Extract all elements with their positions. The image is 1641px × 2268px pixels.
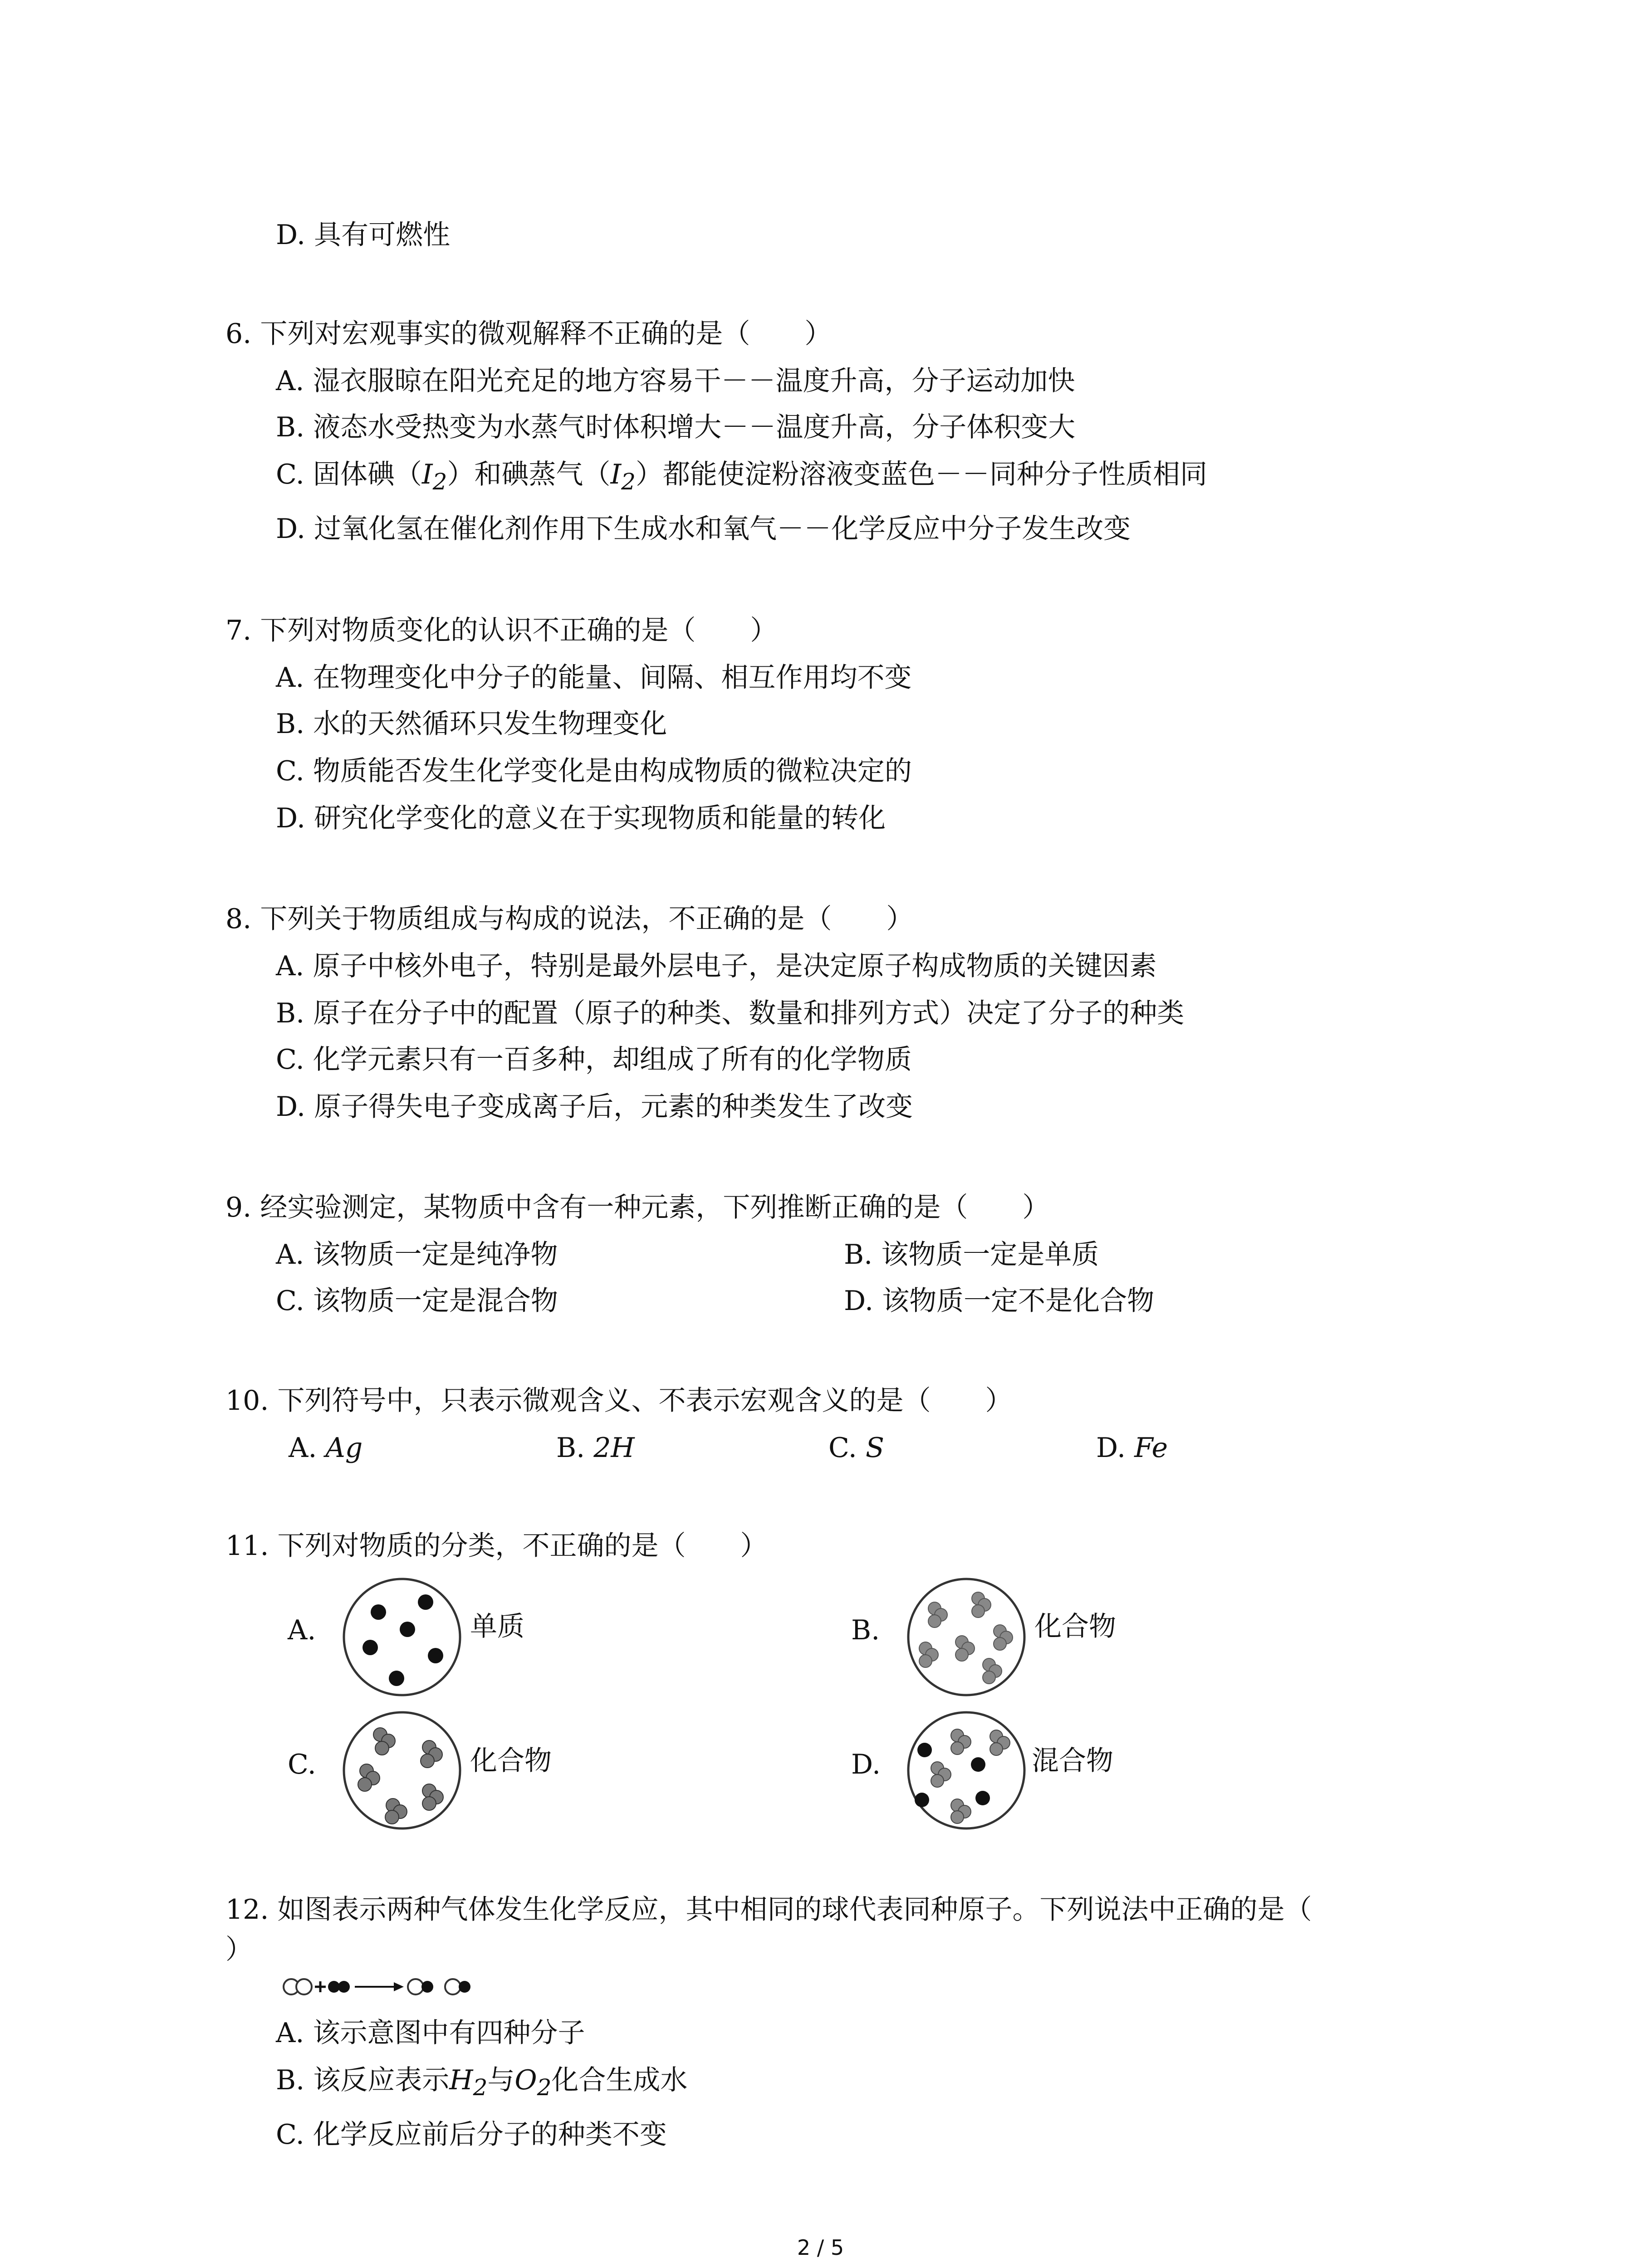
q11-c-diagram [338, 1709, 465, 1832]
q7-option-c: C. 物质能否发生化学变化是由构成物质的微粒决定的 [276, 755, 912, 787]
q6-c-mid: ）和碘蒸气（ [447, 459, 611, 490]
q6-option-a: A. 湿衣服晾在阳光充足的地方容易干－－温度升高，分子运动加快 [276, 365, 1075, 397]
q7-option-d: D. 研究化学变化的意义在于实现物质和能量的转化 [276, 802, 886, 834]
q10-option-b: B. 2H [556, 1432, 635, 1464]
q6-option-d: D. 过氧化氢在催化剂作用下生成水和氧气－－化学反应中分子发生改变 [276, 513, 1131, 545]
q8-option-c: C. 化学元素只有一百多种，却组成了所有的化学物质 [276, 1044, 912, 1075]
q6-c-pre: C. 固体碘（ [276, 459, 422, 490]
q6-option-b: B. 液态水受热变为水蒸气时体积增大－－温度升高，分子体积变大 [276, 411, 1076, 443]
q11-b-diagram [903, 1576, 1030, 1698]
q6-stem: 6. 下列对宏观事实的微观解释不正确的是（ ） [225, 318, 832, 350]
q12-stem-end: ） [225, 1934, 253, 1965]
q7-option-b: B. 水的天然循环只发生物理变化 [276, 708, 667, 740]
q9-option-b: B. 该物质一定是单质 [844, 1239, 1099, 1271]
q11-stem: 11. 下列对物质的分类，不正确的是（ ） [225, 1530, 768, 1562]
q10-stem: 10. 下列符号中，只表示微观含义、不表示宏观含义的是（ ） [225, 1385, 1013, 1417]
q5-option-d: D. 具有可燃性 [276, 219, 451, 251]
q7-option-a: A. 在物理变化中分子的能量、间隔、相互作用均不变 [276, 662, 912, 694]
q11-d-diagram [903, 1709, 1030, 1832]
q12-reaction-diagram [281, 1973, 517, 2000]
q11-c-letter: C. [288, 1749, 316, 1780]
q8-option-d: D. 原子得失电子变成离子后，元素的种类发生了改变 [276, 1091, 913, 1123]
q11-a-diagram [338, 1576, 465, 1698]
q8-option-b: B. 原子在分子中的配置（原子的种类、数量和排列方式）决定了分子的种类 [276, 997, 1185, 1029]
q11-d-letter: D. [851, 1749, 881, 1780]
q11-a-label: 单质 [470, 1611, 524, 1642]
q11-c-label: 化合物 [470, 1745, 552, 1777]
q12-option-c: C. 化学反应前后分子的种类不变 [276, 2119, 667, 2151]
q10-option-c: C. S [828, 1432, 885, 1464]
i2-symbol-2: $I_2$ [610, 459, 636, 495]
q11-b-letter: B. [851, 1614, 880, 1646]
q8-stem: 8. 下列关于物质组成与构成的说法，不正确的是（ ） [225, 903, 914, 935]
q9-option-d: D. 该物质一定不是化合物 [844, 1285, 1155, 1317]
q11-d-label: 混合物 [1032, 1745, 1113, 1777]
h2-symbol: $H_2$ [449, 2064, 488, 2101]
q8-option-a: A. 原子中核外电子，特别是最外层电子，是决定原子构成物质的关键因素 [276, 950, 1157, 982]
q12-stem: 12. 如图表示两种气体发生化学反应，其中相同的球代表同种原子。下列说法中正确的是（ [225, 1894, 1312, 1926]
q11-b-label: 化合物 [1034, 1611, 1116, 1642]
q12-option-a: A. 该示意图中有四种分子 [276, 2017, 585, 2049]
q7-stem: 7. 下列对物质变化的认识不正确的是（ ） [225, 615, 778, 646]
q9-stem: 9. 经实验测定，某物质中含有一种元素，下列推断正确的是（ ） [225, 1192, 1050, 1223]
page-number: 2 / 5 [797, 2235, 844, 2260]
q10-option-a: A. Ag [289, 1432, 363, 1464]
q9-option-c: C. 该物质一定是混合物 [276, 1285, 558, 1317]
i2-symbol: $I_2$ [421, 459, 447, 495]
q6-c-post: ）都能使淀粉溶液变蓝色－－同种分子性质相同 [635, 459, 1207, 490]
q10-option-d: D. Fe [1096, 1432, 1168, 1464]
o2-symbol: $O_2$ [514, 2064, 552, 2101]
q6-option-c [276, 458, 1207, 498]
q11-a-letter: A. [288, 1614, 316, 1646]
q12-option-b: B. 该反应表示$H_2$与$O_2$化合生成水 [276, 2064, 688, 2101]
q9-option-a: A. 该物质一定是纯净物 [276, 1239, 558, 1271]
